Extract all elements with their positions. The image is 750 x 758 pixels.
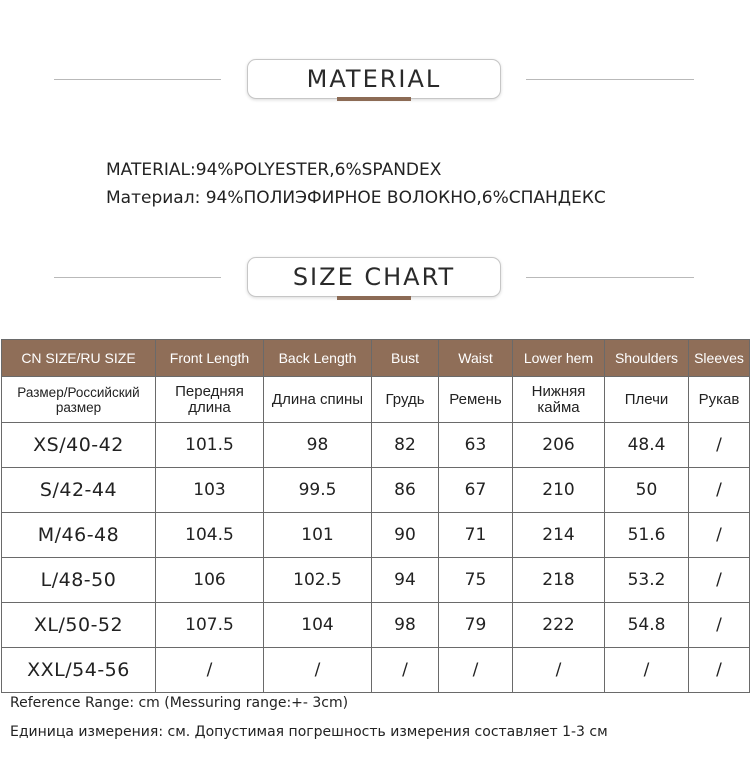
sleeves-cell: /: [689, 648, 750, 693]
front-length-cell: 106: [156, 558, 264, 603]
size-cell: S/42-44: [2, 468, 156, 513]
size-cell: XL/50-52: [2, 603, 156, 648]
waist-cell: 67: [439, 468, 513, 513]
table-header-row: [2, 340, 750, 377]
back-length-cell: /: [264, 648, 372, 693]
back-length-cell: 104: [264, 603, 372, 648]
header-waist: Waist: [439, 340, 513, 377]
bust-cell: 90: [372, 513, 439, 558]
bust-cell: 98: [372, 603, 439, 648]
table-row: [2, 558, 750, 603]
material-rule-left: [54, 79, 221, 80]
header-cn-size: CN SIZE/RU SIZE: [2, 340, 156, 377]
waist-cell: 71: [439, 513, 513, 558]
lower-hem-cell: 206: [513, 423, 605, 468]
material-rule-right: [526, 79, 694, 80]
ru-header-size: Размер/Российский размер: [2, 377, 156, 423]
table-ru-header-row: [2, 377, 750, 423]
table-row: [2, 468, 750, 513]
bust-cell: /: [372, 648, 439, 693]
shoulders-cell: 53.2: [605, 558, 689, 603]
ru-header-sleeves: Рукав: [689, 377, 750, 423]
shoulders-cell: 51.6: [605, 513, 689, 558]
front-length-cell: 103: [156, 468, 264, 513]
size-chart-title-box: [247, 257, 501, 297]
waist-cell: 79: [439, 603, 513, 648]
bust-cell: 86: [372, 468, 439, 513]
ru-header-front-length: Передняя длина: [156, 377, 264, 423]
table-row: [2, 648, 750, 693]
shoulders-cell: /: [605, 648, 689, 693]
size-chart-title: SIZE CHART: [292, 263, 456, 291]
header-shoulders: Shoulders: [605, 340, 689, 377]
back-length-cell: 99.5: [264, 468, 372, 513]
sleeves-cell: /: [689, 468, 750, 513]
bust-cell: 94: [372, 558, 439, 603]
header-bust: Bust: [372, 340, 439, 377]
sleeves-cell: /: [689, 513, 750, 558]
size-cell: XXL/54-56: [2, 648, 156, 693]
size-chart-table: [1, 339, 750, 693]
sleeves-cell: /: [689, 423, 750, 468]
header-back-length: Back Length: [264, 340, 372, 377]
material-title-box: [247, 59, 501, 99]
size-cell: M/46-48: [2, 513, 156, 558]
waist-cell: 63: [439, 423, 513, 468]
waist-cell: /: [439, 648, 513, 693]
lower-hem-cell: /: [513, 648, 605, 693]
bust-cell: 82: [372, 423, 439, 468]
front-length-cell: 104.5: [156, 513, 264, 558]
size-rule-left: [54, 277, 221, 278]
material-en-line: MATERIAL:94%POLYESTER,6%SPANDEX: [106, 160, 442, 180]
shoulders-cell: 48.4: [605, 423, 689, 468]
material-title: MATERIAL: [306, 65, 442, 93]
header-front-length: Front Length: [156, 340, 264, 377]
waist-cell: 75: [439, 558, 513, 603]
lower-hem-cell: 218: [513, 558, 605, 603]
lower-hem-cell: 210: [513, 468, 605, 513]
sleeves-cell: /: [689, 558, 750, 603]
material-title-accent: [337, 97, 411, 101]
header-sleeves: Sleeves: [689, 340, 750, 377]
ru-header-lower-hem: Нижняя кайма: [513, 377, 605, 423]
ru-header-waist: Ремень: [439, 377, 513, 423]
table-row: [2, 423, 750, 468]
sleeves-cell: /: [689, 603, 750, 648]
size-rule-right: [526, 277, 694, 278]
back-length-cell: 102.5: [264, 558, 372, 603]
table-row: [2, 603, 750, 648]
size-cell: L/48-50: [2, 558, 156, 603]
measurement-unit-note-ru: Единица измерения: см. Допустимая погрешность измерения составляет 1-3 см: [10, 724, 608, 740]
ru-header-back-length: Длина спины: [264, 377, 372, 423]
front-length-cell: /: [156, 648, 264, 693]
lower-hem-cell: 222: [513, 603, 605, 648]
header-lower-hem: Lower hem: [513, 340, 605, 377]
table-row: [2, 513, 750, 558]
lower-hem-cell: 214: [513, 513, 605, 558]
front-length-cell: 107.5: [156, 603, 264, 648]
shoulders-cell: 50: [605, 468, 689, 513]
material-ru-line: Материал: 94%ПОЛИЭФИРНОЕ ВОЛОКНО,6%СПАНДЕКС: [106, 188, 606, 208]
size-cell: XS/40-42: [2, 423, 156, 468]
ru-header-bust: Грудь: [372, 377, 439, 423]
reference-range-note: Reference Range: cm (Messuring range:+- 3cm): [10, 695, 349, 711]
back-length-cell: 101: [264, 513, 372, 558]
size-chart-title-accent: [337, 296, 411, 300]
shoulders-cell: 54.8: [605, 603, 689, 648]
back-length-cell: 98: [264, 423, 372, 468]
ru-header-shoulders: Плечи: [605, 377, 689, 423]
front-length-cell: 101.5: [156, 423, 264, 468]
